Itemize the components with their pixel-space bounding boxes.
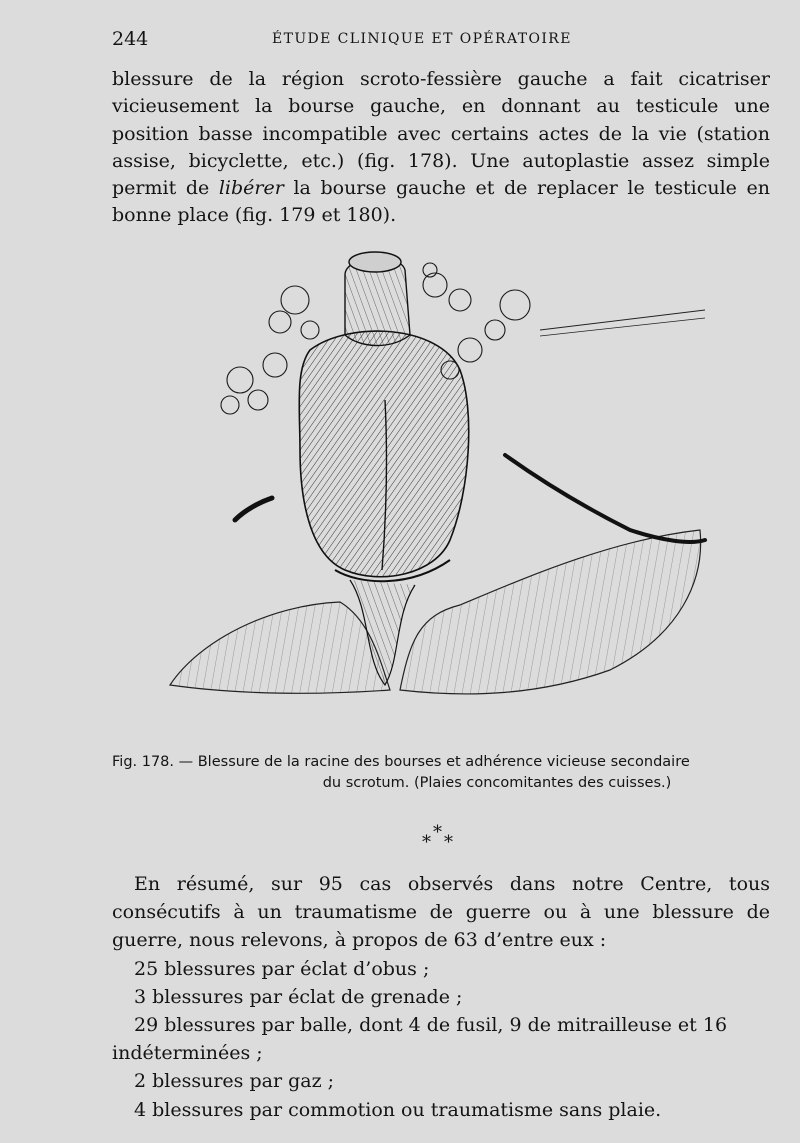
paragraph-1-text-b: la bourse gauche et de replacer le testicule en bonne place (fig. 179 et 180). [112, 177, 770, 227]
list-item: 2 blessures par gaz ; [134, 1070, 335, 1093]
caption-line-2: du scrotum. (Plaies concomitantes des cuisses.) [322, 775, 672, 791]
list-item: 29 blessures par balle, dont 4 de fusil, 9 de mitrailleuse et 16 indéterminées ; [112, 1014, 728, 1065]
page-number: 244 [112, 28, 149, 50]
summary-section [112, 870, 770, 1124]
list-item: 4 blessures par commotion ou traumatisme sans plaie. [134, 1098, 662, 1121]
running-title: ÉTUDE CLINIQUE ET OPÉRATOIRE [272, 31, 572, 47]
section-asterism [420, 822, 460, 862]
figure-caption [112, 752, 772, 794]
list-item: 25 blessures par éclat d’obus ; [134, 957, 430, 980]
body-paragraph [112, 66, 770, 230]
summary-intro: En résumé, sur 95 cas observés dans notre Centre, tous consécutifs à un traumatisme de guerre ou à une blessure de guerre, nous relevons, à propos de 63 d’entre eux : [112, 873, 770, 952]
asterism-star-top: * [433, 822, 442, 843]
list-item: 3 blessures par éclat de grenade ; [134, 985, 463, 1008]
anatomical-engraving [160, 240, 720, 730]
asterism-star-left: * [422, 832, 431, 853]
paragraph-1-text-a: blessure de la région scroto-fessière gauche a fait cicatriser vicieusement la bourse gauche, en donnant au testicule une position basse incompatible avec certains actes de la vie (station assise, bicyclette, etc.) (fig. 178). Une autoplastie assez simple permit de [112, 68, 770, 200]
caption-line-1: Fig. 178. — Blessure de la racine des bourses et adhérence vicieuse secondaire [112, 754, 690, 770]
italic-word: libérer [218, 177, 284, 200]
paragraph-1 [112, 66, 770, 230]
page-header [112, 28, 772, 56]
asterism-star-right: * [444, 832, 453, 853]
injury-list [112, 955, 770, 1124]
figure-178-illustration [160, 240, 720, 730]
